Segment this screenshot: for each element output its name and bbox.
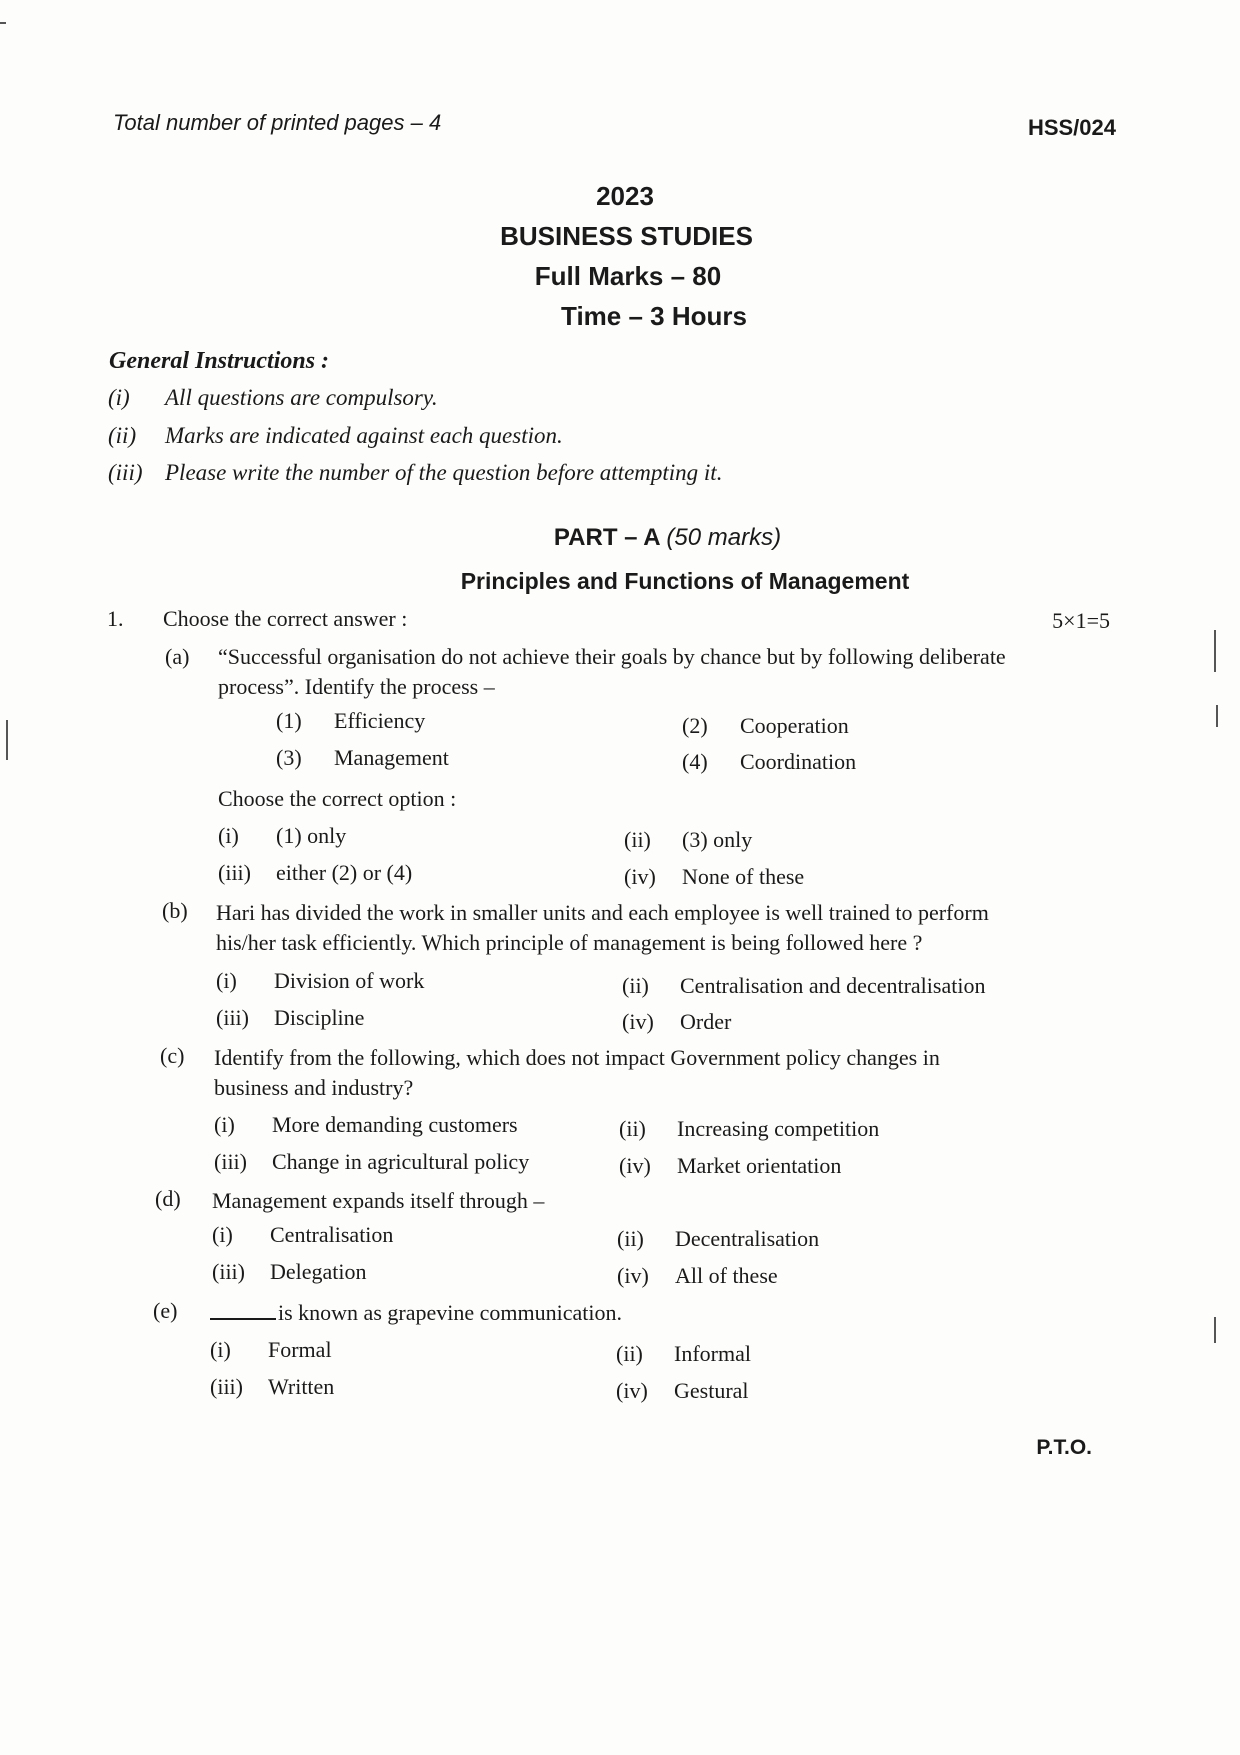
option-item [218, 860, 412, 886]
option-item [622, 1009, 731, 1035]
option-item [619, 1153, 841, 1179]
option-text: (3) only [682, 827, 753, 852]
option-number: (iii) [210, 1374, 243, 1399]
option-number: (i) [212, 1222, 233, 1247]
option-item [617, 1263, 778, 1289]
scan-mark [1214, 630, 1216, 672]
item-b-stem [216, 898, 1116, 958]
scan-mark [6, 720, 8, 760]
option-item [619, 1116, 879, 1142]
stem-line: Identify from the following, which does not impact Government policy changes in [214, 1045, 940, 1070]
statement-text: Coordination [740, 749, 857, 774]
item-d-stem [212, 1186, 1112, 1216]
item-label-e: (e) [153, 1298, 178, 1323]
item-c-stem [214, 1043, 1114, 1103]
statement-item [276, 708, 425, 734]
option-text: Market orientation [677, 1153, 842, 1178]
instruction-number: (i) [108, 385, 130, 410]
option-number: (ii) [616, 1341, 643, 1366]
stem-line: is known as grapevine communication. [278, 1300, 622, 1325]
option-number: (iv) [616, 1378, 648, 1403]
statement-text: Efficiency [334, 708, 426, 733]
option-text: Centralisation [270, 1222, 394, 1247]
option-item [218, 823, 346, 849]
option-item [210, 1337, 332, 1363]
option-number: (iii) [212, 1259, 245, 1284]
option-item [210, 1374, 334, 1400]
answer-blank [210, 1300, 276, 1320]
option-number: (ii) [622, 973, 649, 998]
option-text: Written [268, 1374, 335, 1399]
section-title: Principles and Functions of Management [460, 568, 910, 594]
scan-mark [0, 22, 6, 24]
instructions-heading: General Instructions : [109, 348, 330, 374]
option-number: (iv) [619, 1153, 651, 1178]
full-marks: Full Marks – 80 [534, 261, 722, 291]
option-item [624, 864, 804, 890]
option-text: More demanding customers [272, 1112, 518, 1137]
option-text: Decentralisation [675, 1226, 820, 1251]
exam-year: 2023 [596, 181, 654, 211]
option-text: Centralisation and decentralisation [680, 973, 986, 998]
instruction-text: All questions are compulsory. [165, 385, 438, 410]
option-item [216, 968, 424, 994]
statement-number: (3) [276, 745, 302, 770]
paper-code: HSS/024 [1027, 115, 1116, 140]
option-item [616, 1378, 749, 1404]
option-item [624, 827, 752, 853]
part-title: PART – A [553, 524, 660, 551]
option-number: (i) [218, 823, 239, 848]
statement-number: (1) [276, 708, 302, 733]
stem-line: Management expands itself through – [212, 1188, 545, 1213]
option-text: Increasing competition [677, 1116, 880, 1141]
title-block [0, 176, 1240, 336]
option-text: All of these [675, 1263, 778, 1288]
instruction-item [108, 385, 438, 411]
option-item [214, 1112, 518, 1138]
option-number: (ii) [617, 1226, 644, 1251]
item-e-stem [210, 1298, 1110, 1328]
option-number: (i) [214, 1112, 235, 1137]
question-marks: 5×1=5 [1052, 608, 1110, 633]
please-turn-over: P.T.O. [1036, 1436, 1092, 1459]
option-number: (ii) [624, 827, 651, 852]
statement-number: (2) [682, 713, 708, 738]
part-heading [0, 524, 1240, 552]
item-label-d: (d) [155, 1186, 181, 1211]
instruction-number: (iii) [108, 460, 143, 485]
stem-line: process”. Identify the process – [218, 674, 495, 699]
instruction-text: Marks are indicated against each question. [165, 423, 563, 448]
statement-item [682, 749, 856, 775]
option-item [212, 1259, 367, 1285]
instruction-item [108, 423, 563, 449]
stem-line: business and industry? [214, 1075, 414, 1100]
statement-text: Cooperation [740, 713, 849, 738]
statement-item [276, 745, 449, 771]
option-text: Informal [674, 1341, 751, 1366]
option-text: Formal [268, 1337, 332, 1362]
option-item [214, 1149, 529, 1175]
item-a-stem [218, 642, 1118, 702]
option-text: Division of work [274, 968, 425, 993]
stem-line: his/her task efficiently. Which principle of management is being followed here ? [216, 930, 923, 955]
item-label-c: (c) [160, 1043, 185, 1068]
option-number: (i) [210, 1337, 231, 1362]
option-number: (iii) [214, 1149, 247, 1174]
option-number: (iv) [622, 1009, 654, 1034]
option-text: None of these [682, 864, 805, 889]
option-text: Order [680, 1009, 732, 1034]
subject-title: BUSINESS STUDIES [500, 221, 753, 251]
option-text: Delegation [270, 1259, 367, 1284]
scan-mark [1214, 1317, 1216, 1343]
option-item [622, 973, 985, 999]
statement-item [682, 713, 849, 739]
statement-number: (4) [682, 749, 708, 774]
stem-line: Hari has divided the work in smaller units and each employee is well trained to perform [216, 900, 989, 925]
option-number: (i) [216, 968, 237, 993]
question-text: Choose the correct answer : [163, 606, 408, 631]
option-number: (iv) [617, 1263, 649, 1288]
option-text: Change in agricultural policy [272, 1149, 530, 1174]
part-marks: (50 marks) [666, 524, 782, 551]
instruction-item [108, 460, 722, 486]
option-text: (1) only [276, 823, 347, 848]
option-number: (iii) [218, 860, 251, 885]
section-heading [0, 568, 1240, 595]
question-number: 1. [107, 606, 124, 631]
option-text: Discipline [274, 1005, 365, 1030]
option-number: (ii) [619, 1116, 646, 1141]
statement-text: Management [334, 745, 449, 770]
item-label-a: (a) [165, 644, 190, 669]
instruction-number: (ii) [108, 423, 137, 448]
instruction-text: Please write the number of the question before attempting it. [165, 460, 723, 485]
option-text: Gestural [674, 1378, 749, 1403]
option-item [616, 1341, 751, 1367]
option-text: either (2) or (4) [276, 860, 413, 885]
stem-line: “Successful organisation do not achieve their goals by chance but by following deliberate [218, 644, 1006, 669]
scan-mark [1216, 705, 1218, 727]
item-label-b: (b) [162, 898, 188, 923]
printed-pages-note: Total number of printed pages – 4 [113, 110, 442, 135]
option-item [212, 1222, 393, 1248]
option-number: (iii) [216, 1005, 249, 1030]
option-number: (iv) [624, 864, 656, 889]
choose-option-prompt: Choose the correct option : [218, 786, 457, 811]
option-item [216, 1005, 364, 1031]
option-item [617, 1226, 819, 1252]
time-allowed: Time – 3 Hours [561, 301, 747, 331]
